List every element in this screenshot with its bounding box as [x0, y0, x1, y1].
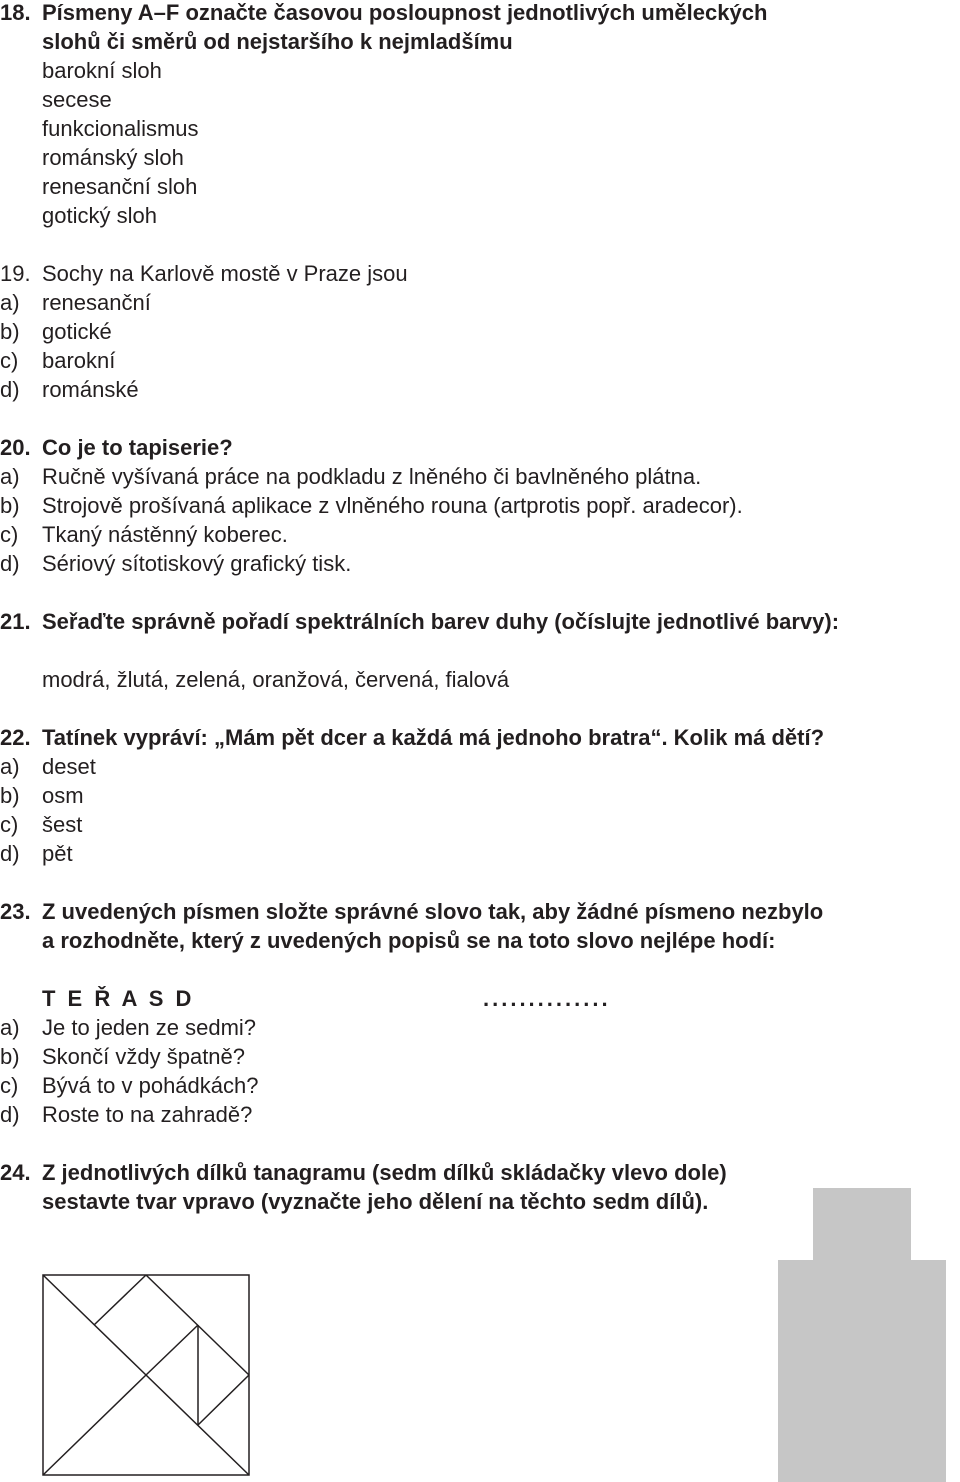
q20-title: 20. Co je to tapiserie? [0, 435, 233, 460]
target-shape-top-tier [813, 1188, 911, 1272]
q24-title-line1: 24. Z jednotlivých dílků tanagramu (sedm dílků skládačky vlevo dole) [0, 1160, 727, 1185]
q19-title: 19. Sochy na Karlově mostě v Praze jsou [0, 261, 408, 286]
q24-title-line2: sestavte tvar vpravo (vyznačte jeho dělení na těchto sedm dílů). [42, 1189, 709, 1214]
q18-item: funkcionalismus [42, 116, 199, 141]
q23-title-line2: a rozhodněte, který z uvedených popisů se na toto slovo nejlépe hodí: [42, 928, 776, 953]
q18-item: barokní sloh [42, 58, 162, 83]
q18-title-line1: 18. Písmeny A–F označte časovou posloupnost jednotlivých uměleckých [0, 0, 768, 25]
q18-item: renesanční sloh [42, 174, 198, 199]
q18-number: 18. [0, 0, 31, 25]
q22-title: 22. Tatínek vypráví: „Mám pět dcer a každá má jednoho bratra“. Kolik má dětí? [0, 725, 825, 750]
q21-colors: modrá, žlutá, zelená, oranžová, červená, fialová [42, 667, 510, 692]
q18-title-line2: slohů či směrů od nejstaršího k nejmladšímu [42, 29, 513, 54]
tangram-square-edge [198, 1375, 249, 1425]
q23-letters: T E Ř A S D [42, 986, 195, 1011]
q21-title: 21. Seřaďte správně pořadí spektrálních barev duhy (očíslujte jednotlivé barvy): [0, 609, 840, 634]
tangram-square [38, 1270, 254, 1480]
tangram-target-shape [770, 1188, 960, 1482]
target-shape-bottom-tier [778, 1260, 946, 1482]
q23-title-line1: 23. Z uvedených písmen složte správné slovo tak, aby žádné písmeno nezbylo [0, 899, 824, 924]
q23-answer-blank: .............. [483, 986, 611, 1011]
q18-item: gotický sloh [42, 203, 157, 228]
tangram-small-triangle-edge [94, 1275, 146, 1325]
q18-item: románský sloh [42, 145, 184, 170]
tangram-large-triangle-edge [43, 1375, 146, 1475]
q18-item: secese [42, 87, 112, 112]
tangram-edge [146, 1325, 198, 1375]
